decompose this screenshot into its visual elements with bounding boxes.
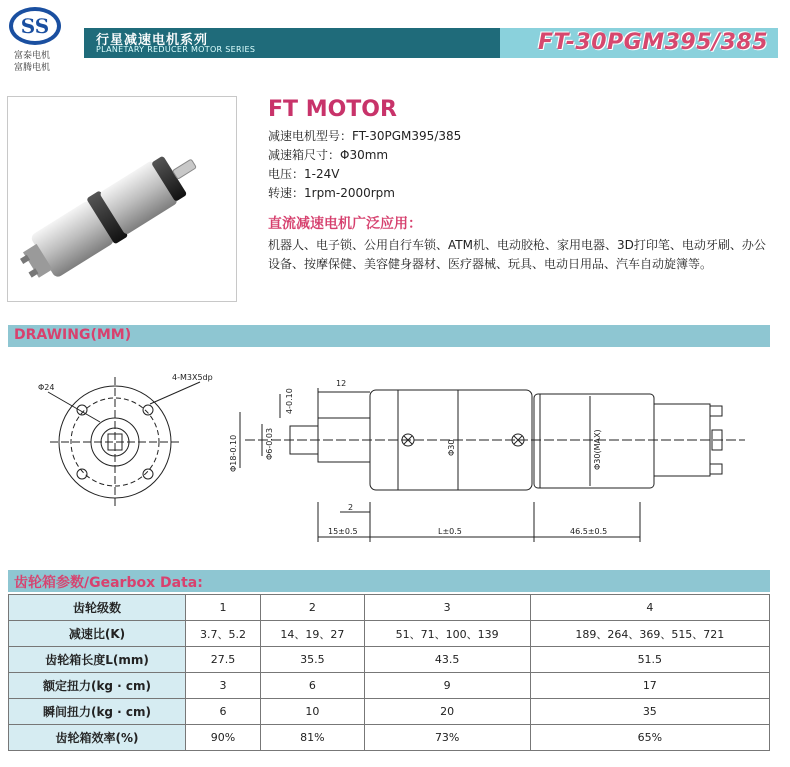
table-cell: 27.5 [186,647,261,673]
table-cell: 3 [364,595,530,621]
product-photo [7,96,237,302]
table-row [9,647,770,673]
table-cell: 4 [530,595,769,621]
table-cell: 3 [186,673,261,699]
dim-30: Φ30 [447,439,456,456]
model-title: FT-30PGM395/385 [538,30,769,55]
table-cell: 51.5 [530,647,769,673]
table-cell: 6 [260,673,364,699]
table-cell: 43.5 [364,647,530,673]
table-row [9,725,770,751]
dim-18: Φ18-0.10 [229,434,238,472]
table-cell: 65% [530,725,769,751]
logo-text: SS [20,14,50,38]
motor-illustration [8,97,236,301]
table-cell: 35.5 [260,647,364,673]
dim-46-5: 46.5±0.5 [570,527,608,536]
row-header: 额定扭力(kg · cm) [9,673,186,699]
row-header: 瞬间扭力(kg · cm) [9,699,186,725]
side-view [240,388,745,542]
table-cell: 2 [260,595,364,621]
table-cell: 14、19、27 [260,621,364,647]
spec-voltage: 电压：1-24V [268,167,340,181]
row-header: 减速比(K) [9,621,186,647]
table-cell: 9 [364,673,530,699]
table-cell: 17 [530,673,769,699]
table-cell: 189、264、369、515、721 [530,621,769,647]
technical-drawing [0,352,790,552]
dim-30-max: Φ30(MAX) [593,429,602,470]
table-cell: 6 [186,699,261,725]
gearbox-section-label: 齿轮箱参数/Gearbox Data: [14,575,203,591]
dim-15: 15±0.5 [328,527,358,536]
table-row [9,621,770,647]
table-cell: 81% [260,725,364,751]
table-cell: 10 [260,699,364,725]
table-cell: 1 [186,595,261,621]
table-cell: 90% [186,725,261,751]
dim-12: 12 [336,379,347,388]
row-header: 齿轮级数 [9,595,186,621]
series-title-en: PLANETARY REDUCER MOTOR SERIES [96,45,256,54]
spec-gearbox-size: 减速箱尺寸：Φ30mm [268,148,389,162]
dim-4: 4-0.10 [285,388,294,414]
table-row [9,699,770,725]
table-row [9,673,770,699]
company-name-line: 富腾电机 [14,63,51,73]
gearbox-table [8,594,770,751]
dim-6: Φ6-0.03 [265,427,274,460]
front-view [48,377,200,507]
series-title-cn: 行星减速电机系列 [96,33,209,48]
table-cell: 20 [364,699,530,725]
spec-speed: 转速：1rpm-2000rpm [268,186,395,200]
company-name-line: 富泰电机 [14,51,51,61]
drawing-section-label: DRAWING(MM) [14,327,132,343]
dim-2: 2 [348,503,354,512]
front-dia-label: Φ24 [38,383,55,392]
application-text: 机器人、电子锁、公用自行车锁、ATM机、电动胶枪、家用电器、3D打印笔、电动牙刷、办公设备、按摩保健、美容健身器材、医疗器械、玩具、电动日用品、汽车自动旋簿等。 [268,238,766,271]
row-header: 齿轮箱长度L(mm) [9,647,186,673]
table-cell: 73% [364,725,530,751]
spec-model: 减速电机型号：FT-30PGM395/385 [268,129,462,143]
brand-title: FT MOTOR [268,97,397,122]
table-cell: 3.7、5.2 [186,621,261,647]
front-thread-label: 4-M3X5dp [172,373,213,382]
application-title: 直流减速电机广泛应用： [268,216,422,232]
dim-L: L±0.5 [438,527,462,536]
row-header: 齿轮箱效率(%) [9,725,186,751]
table-cell: 35 [530,699,769,725]
company-name [14,50,50,74]
company-logo [8,6,62,46]
table-cell: 51、71、100、139 [364,621,530,647]
table-row [9,595,770,621]
